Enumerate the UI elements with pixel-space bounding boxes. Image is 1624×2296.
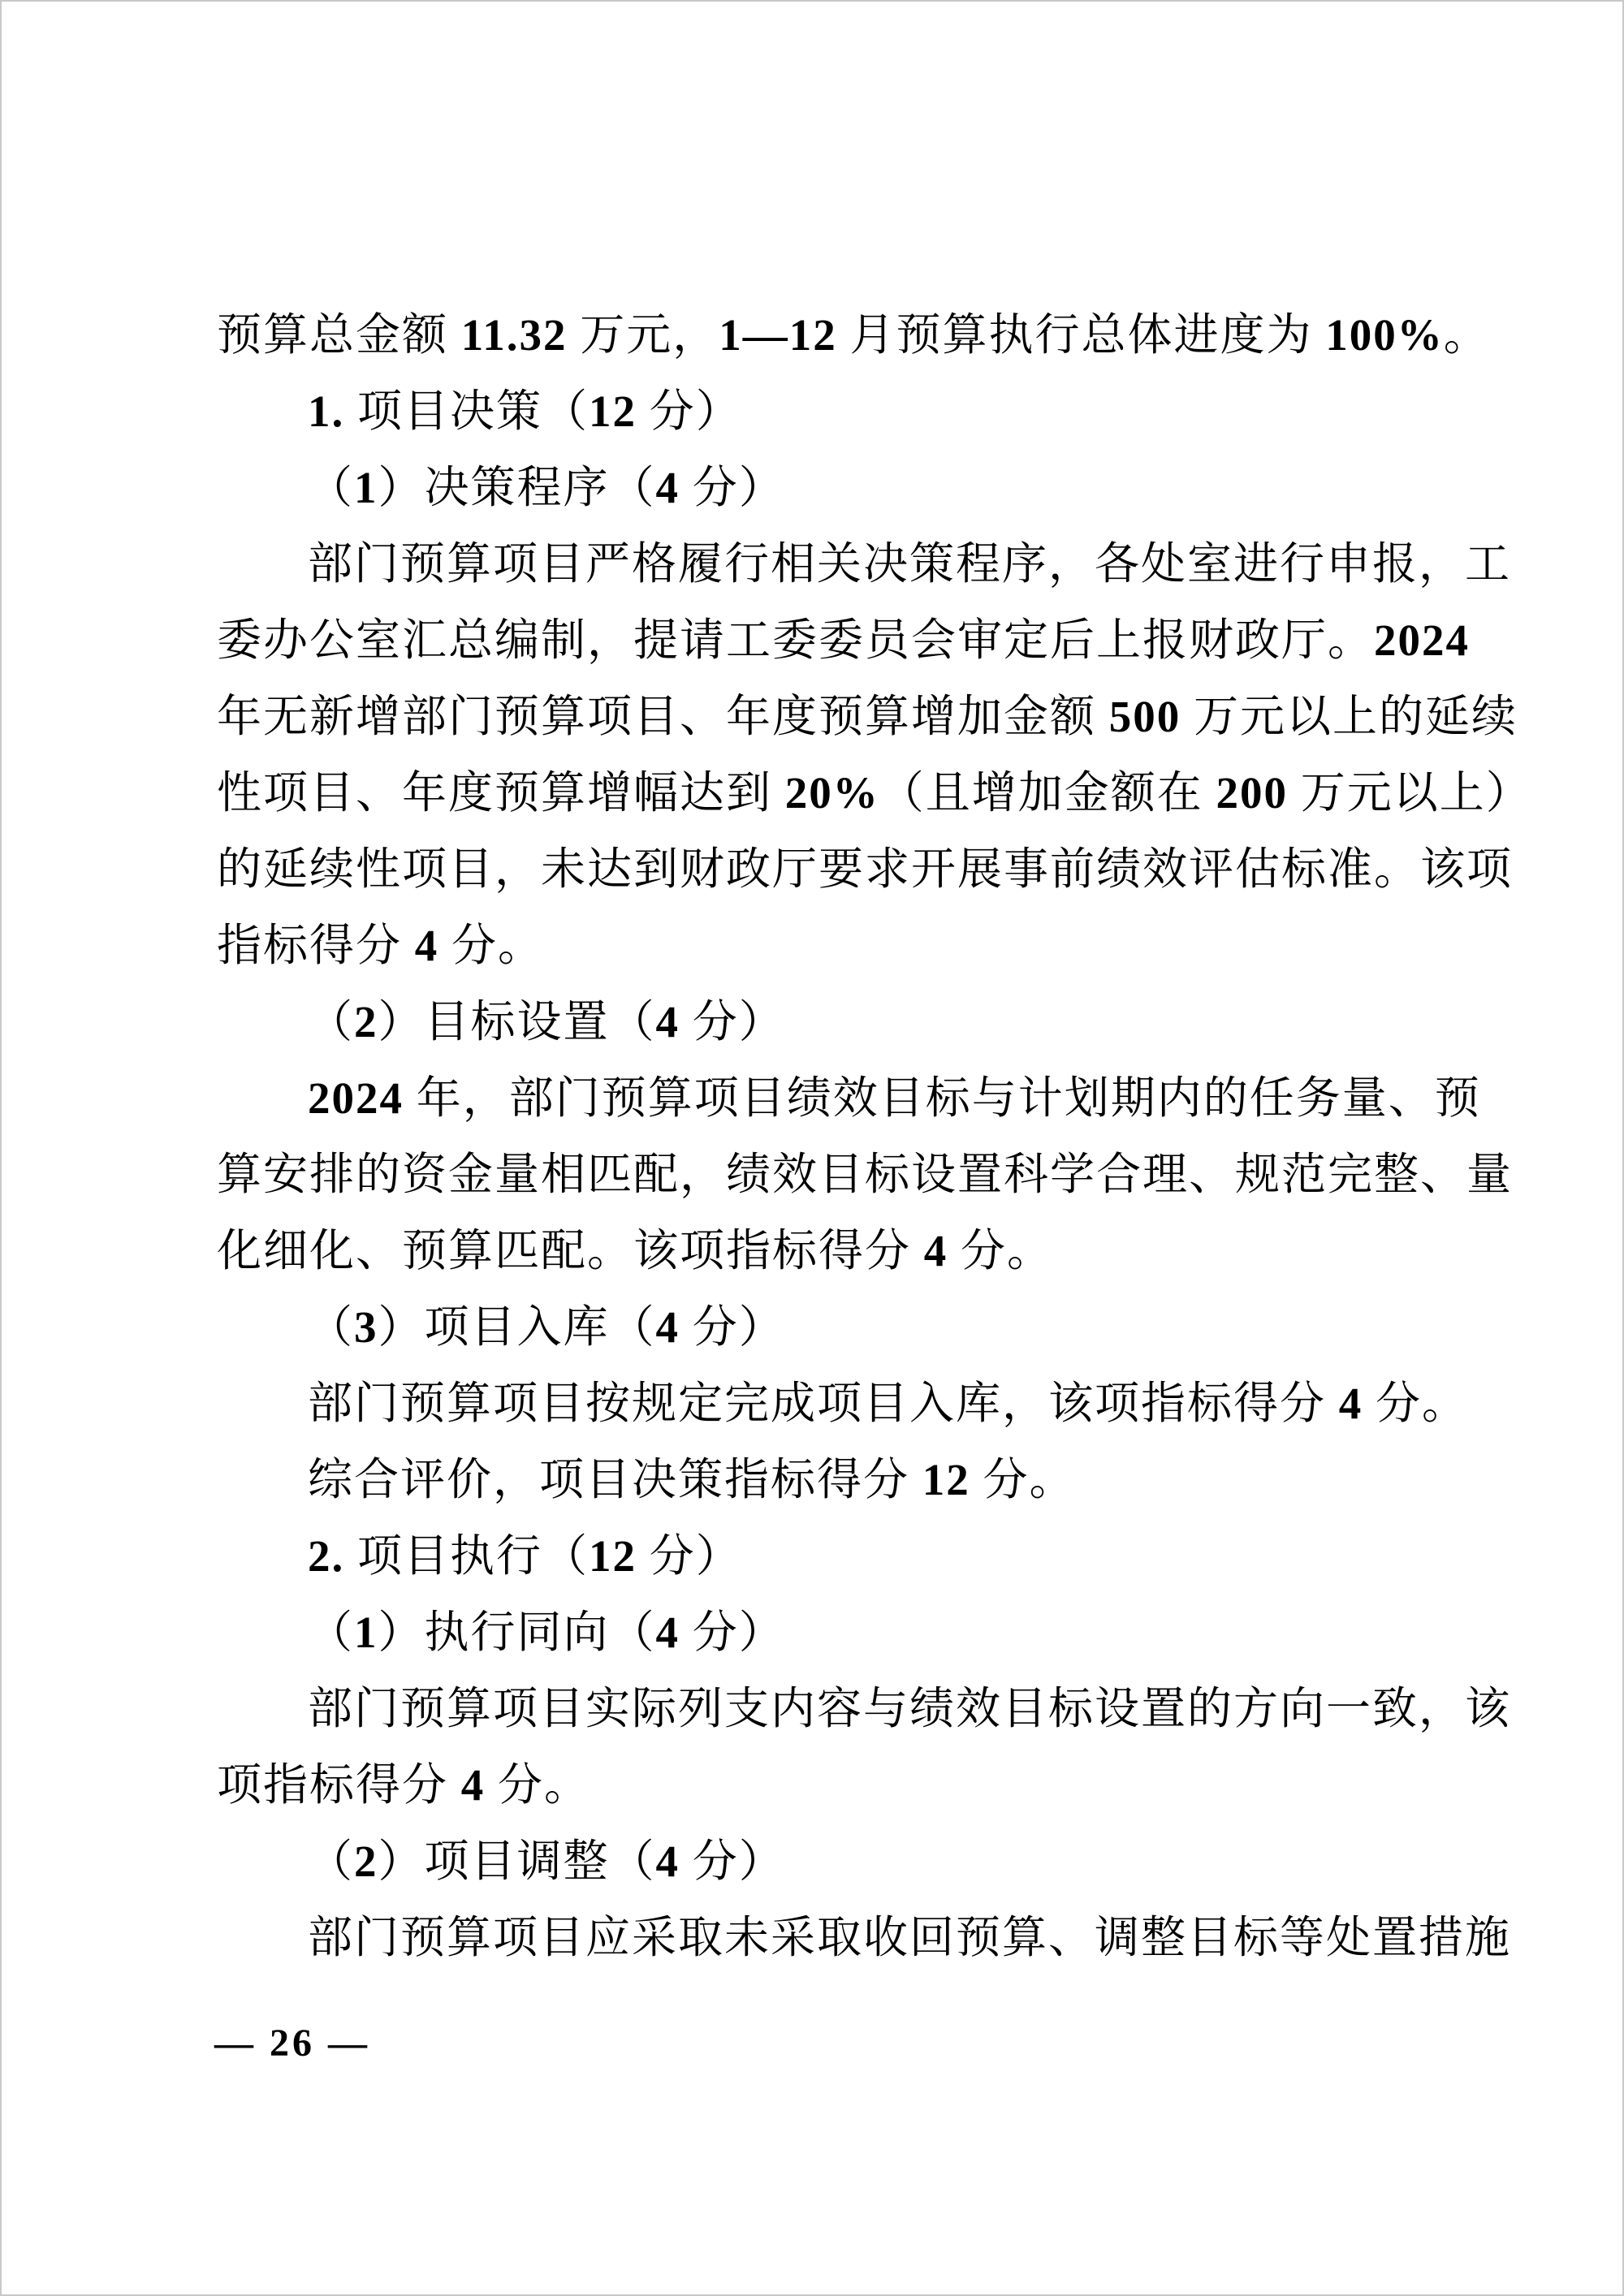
document-line — [217, 1518, 1440, 1595]
bold-number-run: 4 — [923, 1226, 948, 1275]
bold-number-run: 4 — [1338, 1379, 1363, 1428]
bold-number-run: 1. — [308, 386, 345, 436]
document-body — [217, 297, 1532, 1976]
text-run: 分） — [637, 1531, 742, 1581]
text-run: ）目标设置（ — [378, 997, 656, 1047]
bold-number-run: 1 — [354, 463, 378, 512]
document-line — [217, 297, 1490, 373]
text-run: ）项目入库（ — [378, 1302, 656, 1352]
text-run: ）决策程序（ — [378, 463, 656, 512]
text-run: 分。 — [438, 921, 545, 970]
text-run: （ — [308, 997, 355, 1047]
text-run: （且增加金额在 — [879, 768, 1216, 818]
document-line — [217, 831, 1514, 908]
bold-number-run: 500 — [1108, 692, 1181, 741]
bold-number-run: 12 — [922, 1455, 970, 1504]
text-run: 委办公室汇总编制，提请工委委员会审定后上报财政厅。 — [217, 615, 1375, 665]
text-run: 万元以上的延续 — [1181, 692, 1518, 741]
text-run: 预算总金额 — [217, 310, 461, 360]
text-run: 。 — [1443, 310, 1490, 360]
bold-number-run: 4 — [655, 1836, 680, 1886]
document-line — [217, 1747, 1440, 1823]
document-line — [217, 755, 1532, 831]
text-run: ）项目调整（ — [378, 1836, 656, 1886]
bold-number-run: 1 — [354, 1608, 378, 1657]
text-run: 分） — [680, 1836, 785, 1886]
text-run: 部门预算项目应采取未采取收回预算、调整目标等处置措施 — [308, 1913, 1512, 1962]
text-run: （ — [308, 1608, 355, 1657]
document-line — [217, 1442, 1440, 1518]
bold-number-run: 2 — [354, 1836, 378, 1886]
text-run: 年，部门预算项目绩效目标与计划期内的任务量、预 — [404, 1073, 1481, 1123]
bold-number-run: 1—12 — [719, 310, 837, 360]
bold-number-run: 2024 — [308, 1073, 404, 1123]
bold-number-run: 4 — [655, 1302, 680, 1352]
text-run: 的延续性项目，未达到财政厅要求开展事前绩效评估标准。该项 — [217, 844, 1514, 894]
bold-number-run: 2 — [354, 997, 378, 1047]
text-run: （ — [308, 1302, 355, 1352]
text-run: 年无新增部门预算项目、年度预算增加金额 — [217, 692, 1109, 741]
text-run: 分） — [680, 1302, 785, 1352]
document-line — [217, 984, 1440, 1060]
bold-number-run: 100% — [1325, 310, 1444, 360]
bold-number-run: 200 — [1216, 768, 1289, 818]
bold-number-run: 4 — [655, 463, 680, 512]
bold-number-run: 4 — [655, 1608, 680, 1657]
text-run: 分） — [680, 1608, 785, 1657]
text-run: 分。 — [948, 1226, 1054, 1275]
document-line — [217, 1900, 1512, 1976]
text-run: 部门预算项目按规定完成项目入库，该项指标得分 — [308, 1379, 1339, 1428]
text-run: 分） — [637, 386, 742, 436]
bold-number-run: 4 — [414, 921, 439, 970]
page-number: — 26 — — [214, 2022, 370, 2065]
text-run: 万元以上） — [1288, 768, 1532, 818]
document-line — [217, 602, 1471, 679]
text-run: 项目执行（ — [344, 1531, 590, 1581]
text-run: 部门预算项目实际列支内容与绩效目标设置的方向一致，该 — [308, 1684, 1512, 1733]
bold-number-run: 4 — [655, 997, 680, 1047]
text-run: 算安排的资金量相匹配，绩效目标设置科学合理、规范完整、量 — [217, 1150, 1514, 1199]
document-line — [217, 1366, 1469, 1442]
text-run: 部门预算项目严格履行相关决策程序，各处室进行申报，工 — [308, 539, 1512, 589]
document-line — [217, 1595, 1440, 1671]
text-run: 分） — [680, 463, 785, 512]
bold-number-run: 2024 — [1374, 615, 1471, 665]
text-run: 综合评价，项目决策指标得分 — [308, 1455, 922, 1504]
text-run: 分。 — [1363, 1379, 1469, 1428]
bold-number-run: 4 — [460, 1760, 486, 1810]
document-line — [217, 450, 1440, 526]
document-line — [217, 1060, 1481, 1137]
text-run: ）执行同向（ — [378, 1608, 656, 1657]
text-run: 分） — [680, 997, 785, 1047]
document-line — [217, 1137, 1514, 1213]
document-line — [217, 526, 1512, 602]
text-run: 指标得分 — [217, 921, 415, 970]
document-line — [217, 679, 1518, 755]
bold-number-run: 2. — [308, 1531, 345, 1581]
document-line — [217, 1289, 1440, 1366]
document-line — [217, 1213, 1440, 1289]
text-run: 化细化、预算匹配。该项指标得分 — [217, 1226, 924, 1275]
text-run: 分。 — [970, 1455, 1076, 1504]
text-run: 月预算执行总体进度为 — [836, 310, 1326, 360]
document-line — [217, 373, 1440, 450]
text-run: （ — [308, 463, 355, 512]
document-line — [217, 1823, 1440, 1900]
bold-number-run: 11.32 — [460, 310, 568, 360]
text-run: 万元， — [567, 310, 719, 360]
bold-number-run: 12 — [589, 386, 637, 436]
document-line — [217, 1671, 1512, 1747]
text-run: 性项目、年度预算增幅达到 — [217, 768, 785, 818]
document-line — [217, 908, 1440, 984]
text-run: （ — [308, 1836, 355, 1886]
text-run: 项指标得分 — [217, 1760, 461, 1810]
bold-number-run: 3 — [354, 1302, 378, 1352]
text-run: 项目决策（ — [344, 386, 590, 436]
text-run: 分。 — [485, 1760, 591, 1810]
bold-number-run: 20% — [784, 768, 879, 818]
bold-number-run: 12 — [589, 1531, 637, 1581]
